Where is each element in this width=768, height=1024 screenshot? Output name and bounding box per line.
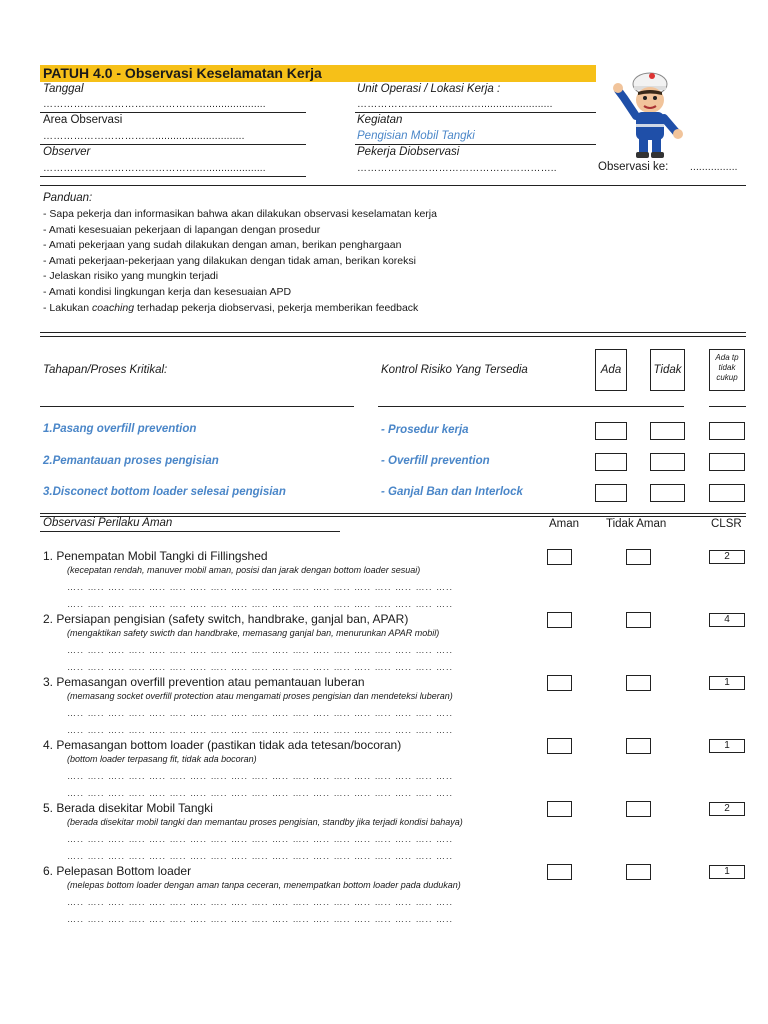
perilaku-item-title: 2. Persiapan pengisian (safety switch, handbrake, ganjal ban, APAR): [43, 612, 409, 626]
checkbox-adatp-3[interactable]: [709, 484, 745, 502]
clsr-value-2: 4: [709, 613, 745, 627]
perilaku-dot-row[interactable]: ….. ….. ….. ….. ….. ….. ….. ….. ….. ….. ….. ….. ….. ….. ….. ….. ….. ….. …..: [67, 725, 454, 735]
observasi-ke-label: Observasi ke:: [598, 161, 669, 173]
panduan-item: - Sapa pekerja dan informasikan bahwa akan dilakukan observasi keselamatan kerja: [43, 208, 437, 220]
perilaku-dot-row[interactable]: ….. ….. ….. ….. ….. ….. ….. ….. ….. ….. ….. ….. ….. ….. ….. ….. ….. ….. …..: [67, 914, 454, 924]
field-tanggal-input[interactable]: …………………………………………....................: [43, 99, 266, 110]
perilaku-dot-row[interactable]: ….. ….. ….. ….. ….. ….. ….. ….. ….. ….. ….. ….. ….. ….. ….. ….. ….. ….. …..: [67, 645, 454, 655]
field-pekerja-input[interactable]: …………………………………………………..: [357, 163, 557, 174]
panduan-item: - Amati kondisi lingkungan kerja dan kesesuaian APD: [43, 285, 292, 298]
kontrol-2: - Overfill prevention: [381, 455, 490, 467]
perilaku-dot-row[interactable]: ….. ….. ….. ….. ….. ….. ….. ….. ….. ….. ….. ….. ….. ….. ….. ….. ….. ….. …..: [67, 851, 454, 861]
perilaku-item-title: 5. Berada disekitar Mobil Tangki: [43, 801, 213, 815]
field-label-unit: Unit Operasi / Lokasi Kerja :: [357, 83, 501, 95]
col-clsr: CLSR: [711, 518, 742, 530]
checkbox-tidak-aman-5[interactable]: [626, 801, 651, 817]
observasi-ke-input[interactable]: ................: [690, 162, 738, 173]
tahapan-1: 1.Pasang overfill prevention: [43, 423, 197, 435]
perilaku-item-note: (berada disekitar mobil tangki dan memantau proses pengisian, standby jika terjadi kondisi bahaya): [67, 817, 463, 827]
panduan-item: - Jelaskan risiko yang mungkin terjadi: [43, 270, 219, 283]
clsr-value-4: 1: [709, 739, 745, 753]
checkbox-tidak-aman-3[interactable]: [626, 675, 651, 691]
perilaku-item-title: 1. Penempatan Mobil Tangki di Fillingshed: [43, 549, 268, 563]
tahapan-3: 3.Disconect bottom loader selesai pengisian: [43, 486, 286, 498]
perilaku-item-note: (mengaktikan safety swicth dan handbrake, memasang ganjal ban, menurunkan APAR mobil): [67, 628, 440, 638]
col-tidak: Tidak: [650, 349, 685, 391]
col-tahapan: Tahapan/Proses Kritikal:: [43, 364, 168, 376]
checkbox-tidak-aman-2[interactable]: [626, 612, 651, 628]
clsr-value-3: 1: [709, 676, 745, 690]
panduan-item: - Amati pekerjaan-pekerjaan yang dilakukan dengan tidak aman, berikan koreksi: [43, 254, 416, 267]
checkbox-ada-1[interactable]: [595, 422, 627, 440]
perilaku-dot-row[interactable]: ….. ….. ….. ….. ….. ….. ….. ….. ….. ….. ….. ….. ….. ….. ….. ….. ….. ….. …..: [67, 788, 454, 798]
panduan-item: - Amati kesesuaian pekerjaan di lapangan dengan prosedur: [43, 223, 321, 236]
field-label-pekerja: Pekerja Diobservasi: [357, 146, 460, 158]
panduan-title: Panduan:: [43, 192, 93, 204]
checkbox-tidak-aman-1[interactable]: [626, 549, 651, 565]
perilaku-item-note: (kecepatan rendah, manuver mobil aman, posisi dan jarak dengan bottom loader sesuai): [67, 565, 421, 575]
checkbox-tidak-aman-4[interactable]: [626, 738, 651, 754]
col-tidak-aman: Tidak Aman: [606, 518, 667, 530]
panduan-item: - Amati pekerjaan yang sudah dilakukan dengan aman, berikan penghargaan: [43, 239, 402, 252]
field-kegiatan-value[interactable]: Pengisian Mobil Tangki: [357, 130, 475, 142]
col-aman: Aman: [549, 518, 580, 530]
checkbox-aman-4[interactable]: [547, 738, 572, 754]
perilaku-title: Observasi Perilaku Aman: [43, 517, 173, 529]
checkbox-ada-3[interactable]: [595, 484, 627, 502]
clsr-value-1: 2: [709, 550, 745, 564]
checkbox-tidak-2[interactable]: [650, 453, 685, 471]
perilaku-dot-row[interactable]: ….. ….. ….. ….. ….. ….. ….. ….. ….. ….. ….. ….. ….. ….. ….. ….. ….. ….. …..: [67, 897, 454, 907]
checkbox-aman-2[interactable]: [547, 612, 572, 628]
field-observer-input[interactable]: …………………………………………....................: [43, 163, 266, 174]
field-area-input[interactable]: ……………………………..............................: [43, 131, 245, 142]
perilaku-dot-row[interactable]: ….. ….. ….. ….. ….. ….. ….. ….. ….. ….. ….. ….. ….. ….. ….. ….. ….. ….. …..: [67, 662, 454, 672]
kontrol-1: - Prosedur kerja: [381, 424, 469, 436]
perilaku-item-note: (memasang socket overfill protection atau mengamati proses pengisian dan mendeteksi luberan): [67, 691, 453, 701]
clsr-value-6: 1: [709, 865, 745, 879]
perilaku-dot-row[interactable]: ….. ….. ….. ….. ….. ….. ….. ….. ….. ….. ….. ….. ….. ….. ….. ….. ….. ….. …..: [67, 771, 454, 781]
checkbox-aman-3[interactable]: [547, 675, 572, 691]
field-label-tanggal: Tanggal: [43, 83, 84, 95]
perilaku-dot-row[interactable]: ….. ….. ….. ….. ….. ….. ….. ….. ….. ….. ….. ….. ….. ….. ….. ….. ….. ….. …..: [67, 708, 454, 718]
perilaku-dot-row[interactable]: ….. ….. ….. ….. ….. ….. ….. ….. ….. ….. ….. ….. ….. ….. ….. ….. ….. ….. …..: [67, 834, 454, 844]
clsr-value-5: 2: [709, 802, 745, 816]
checkbox-aman-6[interactable]: [547, 864, 572, 880]
field-label-kegiatan: Kegiatan: [357, 114, 403, 126]
checkbox-tidak-3[interactable]: [650, 484, 685, 502]
perilaku-item-title: 4. Pemasangan bottom loader (pastikan tidak ada tetesan/bocoran): [43, 738, 402, 752]
checkbox-adatp-1[interactable]: [709, 422, 745, 440]
col-ada-tp-tidak-cukup: Ada tp tidak cukup: [709, 349, 745, 391]
field-unit-input[interactable]: ………………………....……........................: [357, 99, 553, 110]
perilaku-dot-row[interactable]: ….. ….. ….. ….. ….. ….. ….. ….. ….. ….. ….. ….. ….. ….. ….. ….. ….. ….. …..: [67, 599, 454, 609]
field-label-area: Area Observasi: [43, 114, 123, 126]
field-label-observer: Observer: [43, 146, 91, 158]
checkbox-tidak-aman-6[interactable]: [626, 864, 651, 880]
kontrol-3: - Ganjal Ban dan Interlock: [381, 486, 523, 498]
perilaku-item-note: (bottom loader terpasang fit, tidak ada bocoran): [67, 754, 257, 764]
col-kontrol: Kontrol Risiko Yang Tersedia: [381, 364, 528, 376]
checkbox-ada-2[interactable]: [595, 453, 627, 471]
tahapan-2: 2.Pemantauan proses pengisian: [43, 455, 219, 467]
form-title: PATUH 4.0 - Observasi Keselamatan Kerja: [40, 65, 596, 82]
checkbox-aman-5[interactable]: [547, 801, 572, 817]
perilaku-dot-row[interactable]: ….. ….. ….. ….. ….. ….. ….. ….. ….. ….. ….. ….. ….. ….. ….. ….. ….. ….. …..: [67, 582, 454, 592]
perilaku-item-title: 6. Pelepasan Bottom loader: [43, 864, 192, 878]
checkbox-aman-1[interactable]: [547, 549, 572, 565]
perilaku-item-title: 3. Pemasangan overfill prevention atau pemantauan luberan: [43, 675, 365, 689]
col-ada: Ada: [595, 349, 627, 391]
panduan-item-coaching: - Lakukan coaching terhadap pekerja diobservasi, pekerja memberikan feedback: [43, 301, 419, 314]
checkbox-adatp-2[interactable]: [709, 453, 745, 471]
panduan-list: [43, 207, 437, 316]
safety-worker-mascot-icon: [610, 62, 690, 162]
perilaku-item-note: (melepas bottom loader dengan aman tanpa ceceran, menempatkan bottom loader pada dudukan): [67, 880, 461, 890]
checkbox-tidak-1[interactable]: [650, 422, 685, 440]
